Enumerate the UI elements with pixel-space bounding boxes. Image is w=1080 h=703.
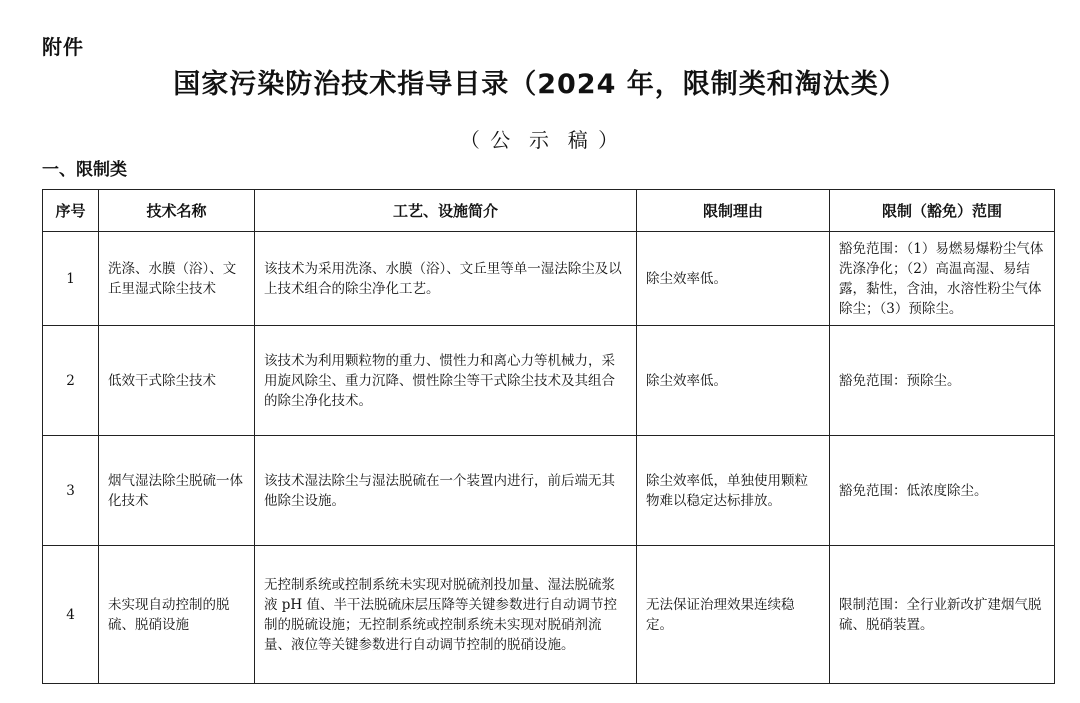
- document-subtitle: （ 公 示 稿 ）: [459, 128, 621, 152]
- row-reason: 除尘效率低，单独使用颗粒物难以稳定达标排放。: [637, 436, 830, 546]
- header-description: 工艺、设施简介: [255, 190, 637, 232]
- row-description: 该技术为采用洗涤、水膜（浴）、文丘里等单一湿法除尘及以上技术组合的除尘净化工艺。: [255, 232, 637, 326]
- row-reason: 除尘效率低。: [637, 326, 830, 436]
- table-row: [43, 436, 1055, 546]
- attachment-label: 附件: [42, 35, 84, 59]
- row-tech-name: 烟气湿法除尘脱硫一体化技术: [99, 436, 255, 546]
- section-heading: 一、限制类: [42, 160, 127, 180]
- row-seq: 3: [43, 436, 99, 546]
- row-scope: 限制范围：全行业新改扩建烟气脱硫、脱硝装置。: [830, 546, 1055, 684]
- document-title: 国家污染防治技术指导目录（2024 年，限制类和淘汰类）: [173, 69, 907, 100]
- row-tech-name: 未实现自动控制的脱硫、脱硝设施: [99, 546, 255, 684]
- row-seq: 2: [43, 326, 99, 436]
- row-description: 无控制系统或控制系统未实现对脱硫剂投加量、湿法脱硫浆液 pH 值、半干法脱硫床层压降等关键参数进行自动调节控制的脱硫设施；无控制系统或控制系统未实现对脱硝剂流量、液位等关键参数进行自动调节控制的脱硝设施。: [255, 546, 637, 684]
- row-description: 该技术为利用颗粒物的重力、惯性力和离心力等机械力，采用旋风除尘、重力沉降、惯性除尘等干式除尘技术及其组合的除尘净化技术。: [255, 326, 637, 436]
- row-tech-name: 低效干式除尘技术: [99, 326, 255, 436]
- row-tech-name: 洗涤、水膜（浴）、文丘里湿式除尘技术: [99, 232, 255, 326]
- header-scope: 限制（豁免）范围: [830, 190, 1055, 232]
- header-tech-name: 技术名称: [99, 190, 255, 232]
- restriction-table: [42, 189, 1055, 684]
- row-seq: 1: [43, 232, 99, 326]
- header-seq: 序号: [43, 190, 99, 232]
- header-reason: 限制理由: [637, 190, 830, 232]
- table-header-row: [43, 190, 1055, 232]
- row-scope: 豁免范围：（1）易燃易爆粉尘气体洗涤净化；（2）高温高湿、易结露，黏性，含油，水溶性粉尘气体除尘；（3）预除尘。: [830, 232, 1055, 326]
- row-scope: 豁免范围：预除尘。: [830, 326, 1055, 436]
- table-row: [43, 546, 1055, 684]
- row-seq: 4: [43, 546, 99, 684]
- row-reason: 无法保证治理效果连续稳定。: [637, 546, 830, 684]
- table-row: [43, 326, 1055, 436]
- row-description: 该技术湿法除尘与湿法脱硫在一个装置内进行，前后端无其他除尘设施。: [255, 436, 637, 546]
- table-row: [43, 232, 1055, 326]
- row-scope: 豁免范围：低浓度除尘。: [830, 436, 1055, 546]
- row-reason: 除尘效率低。: [637, 232, 830, 326]
